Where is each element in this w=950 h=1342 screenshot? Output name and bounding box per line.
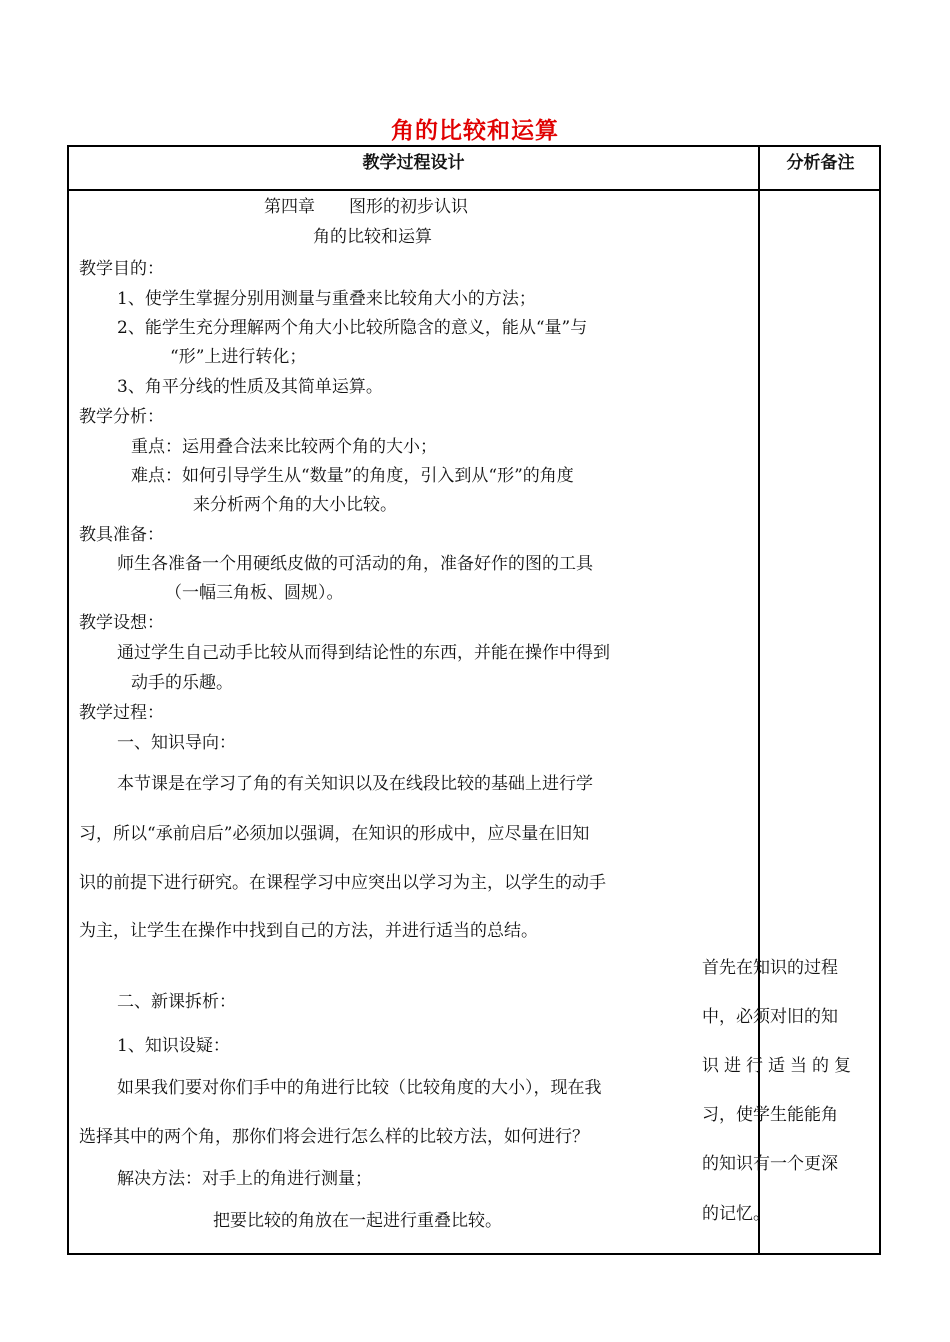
para1-line-3: 识的前提下进行研究。在课程学习中应突出以学习为主，以学生的动手	[79, 873, 606, 893]
document-title: 角的比较和运算	[391, 118, 559, 144]
objectives-heading: 教学目的：	[79, 259, 164, 279]
objective-3: 3、角平分线的性质及其简单运算。	[117, 377, 383, 397]
objective-2-line-2: “形”上进行转化；	[170, 347, 307, 367]
notes-column-header: 分析备注	[786, 153, 855, 173]
objective-1: 1、使学生掌握分别用测量与重叠来比较角大小的方法；	[117, 289, 536, 309]
note-line-1	[702, 957, 870, 979]
tools-line-2: （一幅三角板、圆规）。	[165, 583, 344, 603]
lesson-title: 角的比较和运算	[313, 227, 432, 247]
difficulty-line-1: 难点：如何引导学生从“数量”的角度，引入到从“形”的角度	[131, 466, 574, 486]
idea-line-1: 通过学生自己动手比较从而得到结论性的东西，并能在操作中得到	[117, 643, 610, 663]
header-divider	[69, 189, 879, 191]
note-line-6: 的记忆。	[702, 1204, 770, 1224]
note-line-3: 识进行适当的复	[702, 1056, 856, 1076]
objective-2-line-1: 2、能学生充分理解两个角大小比较所隐含的意义，能从“量”与	[117, 318, 588, 338]
tools-heading: 教具准备：	[79, 525, 164, 545]
note-text: 首先在知识的过程	[702, 958, 838, 978]
note-line-5: 的知识有一个更深	[702, 1154, 838, 1174]
process-heading: 教学过程：	[79, 703, 164, 723]
para2-line-2: 选择其中的两个角，那你们将会进行怎么样的比较方法，如何进行？	[79, 1127, 589, 1147]
para1-line-2: 习，所以“承前启后”必须加以强调，在知识的形成中，应尽量在旧知	[79, 824, 590, 844]
para2-line-1: 如果我们要对你们手中的角进行比较（比较角度的大小），现在我	[117, 1078, 602, 1098]
idea-heading: 教学设想：	[79, 613, 164, 633]
difficulty-line-2: 来分析两个角的大小比较。	[193, 495, 397, 515]
solution-line-2: 把要比较的角放在一起进行重叠比较。	[213, 1211, 502, 1231]
analysis-heading: 教学分析：	[79, 407, 164, 427]
column-divider	[758, 147, 760, 1253]
tools-line-1: 师生各准备一个用硬纸皮做的可活动的角，准备好作的图的工具	[117, 554, 593, 574]
main-column-header: 教学过程设计	[362, 153, 465, 173]
note-line-4: 习，使学生能能角	[702, 1105, 838, 1125]
para1-line-4: 为主，让学生在操作中找到自己的方法，并进行适当的总结。	[79, 921, 538, 941]
para1-line-1: 本节课是在学习了角的有关知识以及在线段比较的基础上进行学	[117, 774, 593, 794]
key-point: 重点：运用叠合法来比较两个角的大小；	[131, 437, 437, 457]
section-2-heading: 二、新课拆析：	[117, 992, 236, 1012]
subsection-1-heading: 1、知识设疑：	[117, 1036, 230, 1056]
note-line-2: 中，必须对旧的知	[702, 1007, 838, 1027]
section-1-heading: 一、知识导向：	[117, 733, 236, 753]
chapter-line: 第四章 图形的初步认识	[264, 197, 468, 217]
idea-line-2: 动手的乐趣。	[131, 673, 233, 693]
solution-line-1: 解决方法：对手上的角进行测量；	[117, 1169, 372, 1189]
